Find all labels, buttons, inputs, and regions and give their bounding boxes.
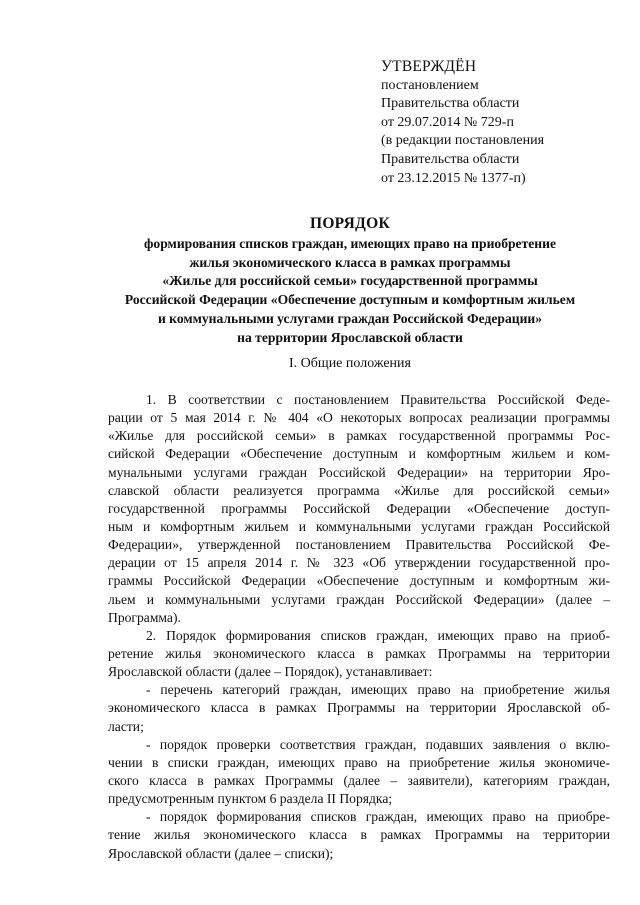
body-line: - перечень категорий граждан, имеющих право на приобретение жилья [146, 682, 610, 698]
title-line: жилья экономического класса в рамках программы [189, 254, 511, 270]
body-line: 2. Порядок формирования списков граждан, имеющих право на приоб- [146, 627, 610, 643]
approval-line: УТВЕРЖДЁН [381, 58, 477, 75]
approval-line: Правительства области [381, 96, 520, 112]
body-line: «Жилье для российской семьи» в рамках государственной программы Рос- [108, 428, 610, 444]
title-main: ПОРЯДОК [309, 215, 391, 232]
body-line: Федерации», утвержденной постановлением Правительства Российской Фе- [108, 537, 610, 553]
body-line: граммы Российской Федерации «Обеспечение доступным и комфортным жи- [108, 573, 610, 589]
body-line: ретение жилья экономического класса в рамках Программы на территории [108, 645, 610, 661]
body-line: ным и комфортным жильем и коммунальными услугами граждан Российской [108, 518, 610, 534]
title-line: на территории Ярославской области [237, 329, 463, 345]
approval-line: (в редакции постановления [381, 133, 545, 149]
body-line: экономического класса в рамках Программы на территории Ярославской об- [108, 700, 610, 716]
body-line: 1. В соответствии с постановлением Правительства Российской Феде- [146, 392, 610, 407]
body-line: ласти; [108, 718, 144, 734]
title-line: формирования списков граждан, имеющих право на приобретение [144, 236, 556, 251]
body-line: рации от 5 мая 2014 г. № 404 «О некоторых вопросах реализации программы [108, 410, 610, 426]
approval-line: от 23.12.2015 № 1377-п) [381, 170, 526, 186]
body-line: льем и коммунальными услугами граждан Российской Федерации» (далее – [108, 591, 610, 607]
body-line: мунальными услугами граждан Российской Федерации» на территории Яро- [108, 464, 610, 480]
document-title [60, 213, 640, 347]
body-line: сийской Федерации «Обеспечение доступным и комфортным жильем и ком- [108, 446, 610, 462]
body-line: Программа). [108, 609, 181, 625]
body-line: ского класса в рамках Программы (далее – заявители), категориям граждан, [108, 772, 610, 788]
body-line: предусмотренным пунктом 6 раздела II Порядка; [108, 791, 393, 807]
section-heading: I. Общие положения [289, 356, 411, 371]
body-text [108, 391, 610, 863]
body-line: Ярославской области (далее – списки); [108, 845, 334, 861]
body-line: государственной программы Российской Федерации «Обеспечение доступ- [108, 500, 610, 516]
body-line: дерации от 15 апреля 2014 г. № 323 «Об утверждении государственной про- [108, 555, 610, 571]
approval-stamp [381, 58, 621, 188]
body-line: - порядок формирования списков граждан, имеющих право на приобре- [146, 809, 610, 825]
body-line: чении в списки граждан, имеющих право на приобретение жилья экономиче- [108, 754, 610, 770]
body-line: Ярославской области (далее – Порядок), устанавливает: [108, 664, 433, 680]
approval-line: от 29.07.2014 № 729-п [381, 114, 514, 130]
body-line: славской области реализуется программа «Жилье для российской семьи» [108, 482, 610, 498]
title-line: Российской Федерации «Обеспечение доступным и комфортным жильем [124, 292, 576, 308]
title-line: «Жилье для российской семьи» государственной программы [162, 273, 538, 289]
body-line: - порядок проверки соответствия граждан, подавших заявления о вклю- [146, 736, 610, 752]
title-line: и коммунальными услугами граждан Российской Федерации» [157, 310, 543, 326]
approval-line: постановлением [381, 77, 479, 93]
approval-line: Правительства области [381, 151, 520, 167]
body-line: тение жилья экономического класса в рамках Программы на территории [108, 827, 610, 843]
